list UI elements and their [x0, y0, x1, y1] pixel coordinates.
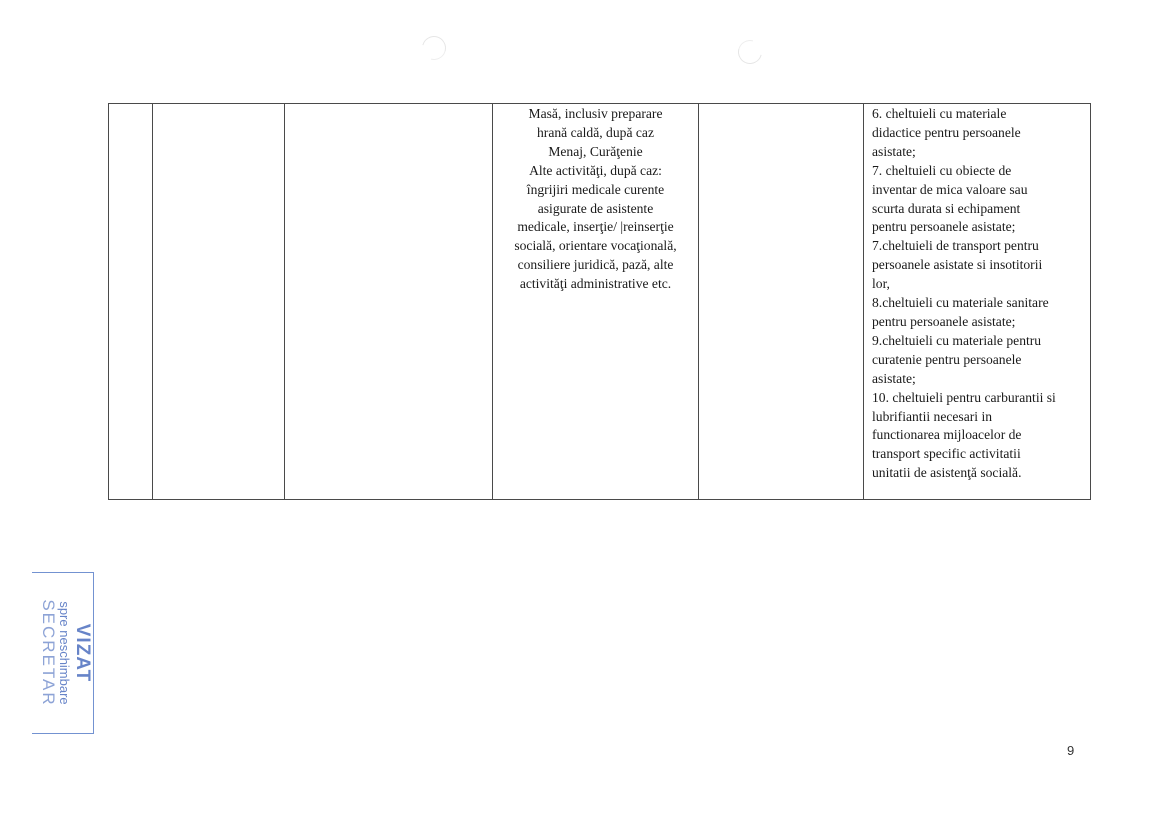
activities-line: Alte activităţi, după caz:: [529, 162, 662, 178]
stamp-role: SECRETAR: [38, 599, 58, 707]
expenses-text: [864, 104, 1090, 483]
expenses-line: 8.cheltuieli cu materiale sanitare: [872, 295, 1049, 311]
activities-line: hrană caldă, după caz: [537, 124, 654, 140]
expenses-line: unitatii de asistenţă socială.: [872, 465, 1022, 481]
punch-hole-mark: [734, 36, 767, 69]
expenses-line: lubrifiantii necesari in: [872, 408, 993, 424]
activities-line: socială, orientare vocaţională,: [514, 238, 677, 254]
table-cell-empty-3: [285, 104, 493, 500]
document-table-wrapper: [108, 103, 1091, 500]
punch-hole-mark: [418, 32, 451, 65]
expenses-line: persoanele asistate si insotitorii: [872, 257, 1043, 273]
services-table: [108, 103, 1091, 500]
expenses-line: asistate;: [872, 143, 916, 159]
activities-line: Masă, inclusiv preparare: [528, 106, 663, 121]
activities-line: consiliere juridică, pază, alte: [517, 257, 674, 273]
activities-line: medicale, inserţie/ |reinserţie: [517, 219, 674, 235]
table-cell-expenses: [864, 104, 1091, 500]
activities-text: [493, 104, 698, 294]
table-cell-activities: [493, 104, 699, 500]
expenses-line: 7. cheltuieli cu obiecte de: [872, 162, 1012, 178]
expenses-line: pentru persoanele asistate;: [872, 313, 1016, 329]
expenses-line: 10. cheltuieli pentru carburantii si: [872, 389, 1056, 405]
vizat-stamp: [32, 572, 94, 734]
table-cell-empty-2: [153, 104, 285, 500]
activities-line: activităţi administrative etc.: [519, 276, 672, 292]
vizat-stamp-text: [32, 572, 94, 734]
table-cell-empty-5: [699, 104, 864, 500]
stamp-subtitle: spre neschimbare: [56, 601, 72, 705]
table-cell-empty-1: [109, 104, 153, 500]
table-row: [109, 104, 1091, 500]
expenses-line: inventar de mica valoare sau: [872, 181, 1028, 197]
expenses-line: pentru persoanele asistate;: [872, 219, 1016, 235]
expenses-line: 7.cheltuieli de transport pentru: [872, 238, 1039, 254]
expenses-line: lor,: [872, 276, 890, 292]
expenses-line: functionarea mijloacelor de: [872, 427, 1022, 443]
expenses-line: 9.cheltuieli cu materiale pentru: [872, 332, 1042, 348]
stamp-title: VIZAT: [71, 623, 93, 683]
expenses-line: asistate;: [872, 370, 916, 386]
expenses-line: scurta durata si echipament: [872, 200, 1021, 216]
expenses-line: curatenie pentru persoanele: [872, 351, 1022, 367]
page-number: 9: [1067, 743, 1075, 758]
activities-line: asigurate de asistente: [537, 200, 654, 216]
activities-line: Menaj, Curăţenie: [548, 143, 643, 159]
activities-line: îngrijiri medicale curente: [526, 181, 665, 197]
expenses-line: didactice pentru persoanele: [872, 124, 1021, 140]
expenses-line: transport specific activitatii: [872, 446, 1021, 462]
expenses-line: 6. cheltuieli cu materiale: [872, 106, 1007, 121]
